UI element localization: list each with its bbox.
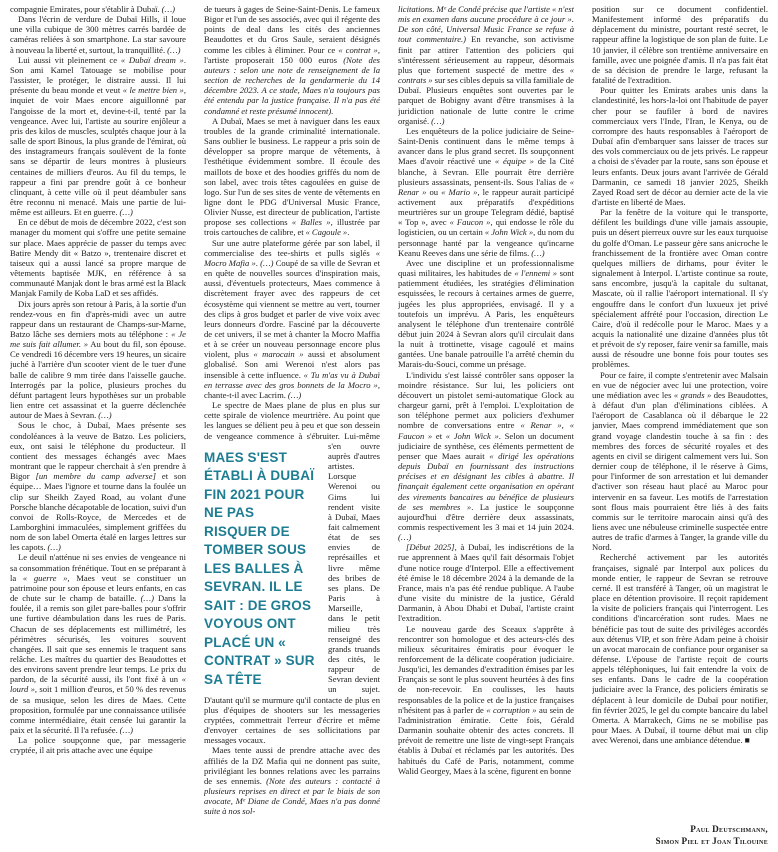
text-run: Dans la foulée, il a remis son gilet pare-balles pour s'offrir une furtive déambulation dans les rues de Paris. Chacun de ses déplacements est millimétré, les périmètres sécurisés, les voitures souvent changées. Il sait que ses ennemis le traquent sans relâche. Les maîtres du quartier des Beaudottes et des environs savent prendre leur temps. Le prix du pardon, de la sécurité aussi, ils l'ont fixé à un — [10, 593, 186, 685]
text-run: , à Dubaï, les indiscrétions de la rue apprennent à Maes qu'il fait désormais l'objet d'une notice rouge d'Interpol. Elle a effectivement été émise le 18 décembre 2024 à la demande de la France, mais n'a pas été rendue publique. A l'aube d'une visite du ministre de la justice, Gérald Darmanin, à Abou Dhabi et Dubaï, l'artiste craint l'extradition. — [398, 542, 574, 624]
paragraph — [10, 55, 186, 218]
text-run: , l'artiste proposerait 150 000 euros — [204, 44, 380, 65]
paragraph — [204, 745, 380, 816]
paragraph — [204, 238, 380, 401]
paragraph — [592, 370, 768, 553]
text-run: Maes tente aussi de prendre attache avec des affiliés de la DZ Mafia qui ne donnent pas suite, privilégiant les bonnes relations avec les parrains de ses ennemis. — [204, 745, 380, 786]
text-run: « Mario » — [441, 186, 478, 197]
text-run: . La justice le soupçonne aujourd'hui d'être derrière deux assassinats, commis respectivement les 3 mai et 14 juin 2024. — [398, 501, 574, 532]
text-run: Les enquêteurs de la police judiciaire de Seine-Saint-Denis continuent dans le même temps à avancer dans le plus grand secret. Ils soupçonnent Maes d'avoir réactivé une — [398, 125, 574, 167]
pull-quote: MAES S'EST ÉTABLI À DUBAÏ FIN 2021 POUR NE PAS RISQUER DE TOMBER SOUS LES BALLES À SEVRAN. IL LE SAIT : DE GROS VOYOUS ONT PLACÉ UN « CONTRAT » SUR SA TÊTE — [204, 449, 315, 687]
text-run: Le deuil n'atténue ni ses envies de vengeance ni sa consommation frénétique. Tout en se préparant à la — [10, 552, 186, 583]
text-run: L'individu s'est laissé contrôler sans opposer la moindre résistance. Sur lui, les policiers ont découvert un pistolet semi-automatique Glock au chargeur garni, prêt à l'emploi. L'exploitation de son téléphone permet aux policiers d'exhumer nombre de conversations entre — [398, 369, 574, 431]
article-column-3 — [398, 4, 574, 850]
paragraph — [204, 400, 380, 745]
text-run: , qui endosse le rôle du logisticien, ou un certain — [398, 217, 574, 238]
paragraph — [204, 4, 380, 116]
paragraph — [10, 420, 186, 552]
article-column-2 — [204, 4, 380, 850]
text-run: auprès d'autres artistes. Lorsque Werenoi ou Gims lui rendent visite à Dubaï, Maes fait calmement état de ses envies de représailles et livre même des bribes de ses plans. De Paris à Marseille, dans le petit milieu très renseigné des grands truands des cités, le rappeur de Sevran devient un sujet. D'autant qu'il se murmure qu'il contacte de plus en plus d'équipes de shooters sur les messageries cryptées, commettrait l'erreur d'écrire et même d'envoyer certaines de ses sollicitations par messages vocaux. — [204, 450, 380, 746]
paragraph — [10, 14, 186, 55]
text-run: , Maes veut se constituer un patrimoine pour son épouse et leurs enfants, en cas de chute sur le champ de bataille. — [10, 572, 186, 604]
paragraph — [398, 258, 574, 370]
text-run: Coupé de sa ville de Sevran et en quête de nouvelles sources d'inspiration mais, aussi, d'éventuels protecteurs, Maes commence à discrètement frayer avec des rappeurs de cet écosystème qui viennent se mettre au vert, tourner des clips à gros budget et parler de vive voix avec leurs donneurs d'ordre. Fasciné par la découverte de cet univers, il se met à chanter la Mocro Maffia et à se créer un nouveau personnage encore plus violent, plus — [204, 257, 380, 360]
text-run: « marocain » — [253, 349, 304, 360]
text-run: , du nom du personnage hanté par la vengeance qu'incarne Keanu Reeves dans une série de films. — [398, 227, 574, 258]
text-run: Le nouveau garde des Sceaux s'apprête à rencontrer son homologue et des acteurs-clés des milieux sécuritaires émiratis pour évoquer le renforcement de la délicate coopération judiciaire. Jusqu'ici, les demandes d'extradition émises par les Français se sont le plus souvent heurtées à des fins de non-recevoir. En coulisses, les hauts responsables de la police et de la justice françaises n'hésitent pas à parler de — [398, 623, 574, 715]
text-run: aussi et absolument globalisé. Son ami Werenoi n'est alors pas insensible à cette influence. — [204, 349, 380, 380]
text-run: de la Cité blanche, à Sevran. Elle pourrait être derrière plusieurs assassinats, pensent-ils. Sous l'alias de — [398, 156, 574, 187]
text-run: sur ses cibles depuis sa villa familiale de Dubaï. Plusieurs enquêtes sont ouvertes par le parquet de Bobigny avant d'être transmises à la juridiction nationale de lutte contre le crime organisé. — [398, 75, 574, 126]
text-run: (…) — [431, 115, 445, 126]
text-run: au sein de l'administration émiratie. Cette fois, Gérald Darmanin souhaite obtenir des actes concrets. Il prévoit de remettre une liste de vingt-sept Français établis à Dubaï et réclamés par les autorités. Des habitués du Café de Paris, notamment, comme Walid Georgey, Maes à la scène, figurent en bonne — [398, 704, 574, 776]
paragraph — [398, 542, 574, 623]
text-run: Sous le choc, à Dubaï, Maes présente ses condoléances à la veuve de Batzo. Les policiers, eux, ont saisi le téléphone du producteur. Il contient des messages échangés avec Maes montrant que le rappeur cherchait à s'en prendre à Bigor — [10, 420, 186, 482]
paragraph — [10, 552, 186, 735]
text-run: (Note des auteurs : contacté à plusieurs reprises en direct et par le biais de son avocate, Mᵉ Diane de Condé, Maes n'a pas donné suite à nos sol- — [204, 775, 380, 817]
paragraph — [398, 624, 574, 776]
text-run: Pour quitter les Emirats arabes unis dans la clandestinité, les hors-la-loi ont l'habitude de payer cher pour se faufiler à bord de navires commerciaux vers l'Inde, l'Iran, le Kenya, ou de corrompre des hauts responsables à l'aéroport de Dubaï afin d'embarquer sans laisser de traces sur des vols commerciaux ou de jets privés. Le rappeur a choisi de s'évader par la route, sans son épouse et leurs enfants. Deux jours avant l'arrivée de Gérald Darmanin, ce samedi 18 janvier 2025, Sheikh Zayed Road sert de décor au dernier acte de la vie d'artiste en liberté de Maes. — [592, 85, 768, 207]
paragraph — [398, 370, 574, 543]
text-run: et son équipe… Maes l'ignore et tourne dans la foulée un clip sur Sheikh Zayed Road, au volant d'une Porsche blanche décapotable de location, suivi d'un convoi de Rolls-Royce, de Mercedes et de Lamborghini immaculées, simplement griffées du nom de son label Omerta étalé en larges lettres sur les capots. — [10, 471, 186, 553]
text-run: . Selon un document judiciaire de synthèse, ces éléments permettent de penser que Maes aurait — [398, 430, 574, 461]
text-run: sont patiemment étudiées, les stratégies d'élimination esquissées, le recours à certaines armes de guerre, jugées les plus appropriées, envisagé. Il y a toutefois un imprévu. A Paris, les enquêteurs analysent le téléphone d'un trentenaire contrôlé début juin 2024 à Sevran alors qu'il circulait dans la nuit à trottinette, visage cagoulé et mains gantées. Une banale patrouille l'a arrêté chemin du Marais-du-Souci, comme un présage. — [398, 268, 574, 370]
text-run: « lourd » — [10, 674, 186, 695]
text-run: , soit 1 million d'euros, et 50 % des revenus de sa musique, selon les dires de Maes. Cette proposition, formulée par une connaissance utilisée comme intermédiaire, était censée lui garantir la paix et la sécurité. Il l'a refusée. — [10, 684, 186, 736]
article-column-4 — [592, 4, 768, 850]
text-run: « Mocro Mafia » — [204, 247, 380, 268]
paragraph — [10, 217, 186, 298]
text-run: « Tu m'as vu à Dubaï en terrasse avec des gros bonnets de la Mocro » — [204, 369, 380, 390]
paragraph — [398, 4, 574, 126]
text-run: et — [432, 430, 446, 441]
text-run: de tueurs à gages de Seine-Saint-Denis. Le fameux Bigor et l'un de ses associés, avec qui il régente des points de deal dans les cités des anciennes Beaudottes et du Gros Saule, seraient désignés comme les cibles à éliminer. Pour ce — [204, 4, 380, 55]
text-run: (Note des auteurs : selon une note de renseignement de la section de recherches de la gendarmerie du 14 décembre 2023. A ce stade, Maes n'a toujours pas été entendu par la justice française. Il n'a pas été condamné et reste présumé innocent). — [204, 54, 380, 116]
text-run: (…) — [98, 410, 112, 421]
text-run: , chante-t-il avec Lacrim. — [204, 379, 380, 400]
text-run: Dans l'écrin de verdure de Dubaï Hills, il loue une villa cubique de 300 mètres carrés bardée de caméras reliées à son smartphone. La star savoure à nouveau la liberté et, surtout, la tranquillité. — [10, 14, 186, 55]
text-run: (…) — [119, 207, 133, 218]
text-run: « John Wick » — [484, 227, 534, 238]
text-run: « dirigé les opérations depuis Dubaï en fournissant des instructions précises et en désignant les cibles à abattre. Il finançait également cette organisation en opérant des virements bancaires au bénéfice de plusieurs de ses membres » — [398, 450, 574, 512]
article-column-1 — [10, 4, 186, 850]
text-run: des Beaudottes, à défaut d'un plan d'éliminations ciblées. A l'aéroport de Casablanca où il débarque le 22 janvier, Maes comprend immédiatement que son grand voyage clandestin touche à sa fin : des membres des forces de sécurité royales et des agents en civil se dirigent calmement vers lui. Son dernier coup de téléphone, il le réserve à Gims, pour l'informer de son arrestation et lui demander d'activer son réseau haut placé au Maroc pour intervenir en sa faveur. Les motifs de l'arrestation sont flous mais pourraient être liés à des faits commis sur le territoire marocain ainsi qu'à des liens avec une nébuleuse criminelle suspectée entre autres de trafic d'armes à Tanger, la grande ville du Nord. — [592, 389, 768, 553]
text-run: Au bout du fil, son épouse. Ce vendredi 16 décembre vers 19 heures, un sicaire juché à l'arrière d'un scooter vient de le tuer d'une balle de calibre 9 mm tirée dans l'aisselle gauche. Interrogés par la police, plusieurs proches du défunt partagent leurs hypothèses sur un probable lien entre cet assassinat et la guerre déclenchée autour de Maes à Sevran. — [10, 339, 186, 421]
text-run: « contrats » — [398, 64, 574, 86]
text-run: « grands » — [673, 389, 712, 400]
text-run: Lui aussi vit pleinement ce — [18, 54, 121, 65]
text-run: (…) — [161, 4, 176, 14]
text-run: « Renar », « Faucon » — [398, 420, 574, 441]
text-run: La police soupçonne que, par messagerie cryptée, il ait pris attache avec une équipe — [10, 735, 186, 756]
text-run: « le mettre bien » — [122, 85, 184, 96]
paragraph — [592, 85, 768, 207]
text-run: . — [347, 227, 350, 238]
paragraph — [10, 299, 186, 421]
text-run: Pour ce faire, il compte s'entretenir avec Malsain en vue de négocier avec lui une protection, voire une médiation avec les — [592, 369, 768, 400]
text-run: ou — [426, 186, 442, 197]
text-run: . — [255, 257, 261, 268]
text-run: compagnie Emirates, pour s'établir à Dubaï. — [10, 4, 162, 14]
text-run: Recherché activement par les autorités françaises, signalé par Interpol aux polices du monde entier, le rappeur de Sevran se retrouve cerné. Il est transféré à Tanger, où un magistrat le place en détention provisoire. Il reçoit rapidement la visite de policiers français qui l'interrogent. Les conditions d'incarcération sont rudes. Maes ne bénéficie pas tout de suite des privilèges accordés aux détenus VIP, et son frère Adam peine à choisir un avocat marocain de confiance pour organiser sa défense. L'épouse de l'artiste reçoit de courts appels téléphoniques, lui fait entendre la voix de ses enfants. Dans le cadre de la coopération judiciaire avec la France, des policiers émiratis se déplacent à leur domicile de Dubaï pour notifier, fin février 2025, le gel du compte bancaire du label Omerta. A Marrakech, Gims ne se mobilise pas pour Maes. A Dubaï, il tourne début mai un clip avec Werenoi, dans une ambiance détendue. — [592, 552, 768, 746]
text-run: « équipe » — [494, 156, 534, 167]
text-run: « Balles » — [291, 217, 331, 228]
text-run: En revanche, son activisme finit par attirer l'attention des policiers qui s'intéressent sérieusement au rappeur, désormais plus que fortement suspecté de mettre des — [398, 34, 574, 75]
byline-line-2: Simon Piel et Joan Tilouine — [655, 835, 768, 846]
text-run: (…) — [140, 593, 154, 604]
text-run: (…) — [531, 247, 545, 258]
text-run: Dix jours après son retour à Paris, à la sortie d'un rendez-vous en fin d'après-midi avec un autre rappeur dans un restaurant de Champs-sur-Marne, Batzo lâche ses derniers mots au téléphone : — [10, 298, 186, 339]
text-run: ■ — [744, 735, 750, 746]
text-run: « John Wick » — [445, 430, 499, 441]
text-run: , inquiet de voir Maes encore aiguillonné par l'angoisse de la mort et, devine-t-il, tenté par la vengeance. Avec lui, l'artiste au sourire enjôleur a pris des kilos de muscles, sculptés chaque jour à la salle de sport Binous, la plus grande de l'émirat, où des instagrameurs français soulèvent de la fonte sans se départir de leurs montres à plusieurs centaines de milliers d'euros. Au fil du temps, le rappeur a fini par prendre goût à ce bonheur clinquant, à cette ville où il peut déambuler sans être reconnu ni menacé. Mais une partie de lui-même est ailleurs. Et en guerre. — [10, 85, 186, 218]
paragraph — [592, 4, 768, 85]
text-run: « corruption » — [486, 704, 537, 715]
paragraph — [10, 735, 186, 755]
text-run: « Renar » — [398, 176, 574, 197]
text-run: [Début 2025] — [406, 542, 455, 553]
text-run: Par la fenêtre de la voiture qui le transporte, défilent les buildings d'une ville jamais assoupie, puis un désert pierreux ouvre sur les eaux turquoise du golfe d'Oman. Le passeur gère sans anicroche le franchissement de la frontière avec Oman contre quelques milliers de dirhams, pour éviter le signalement à Interpol. L'artiste continue sa route, sans encombre, jusqu'à la capitale du sultanat, Mascate, où il rallie l'aéroport international. Il s'y engouffre dans le confort d'un luxueux jet privé spécialement affrété pour l'occasion, direction Le Caire, d'où il redécolle pour le Maroc. Maes y a acquis la nationalité une dizaine d'années plus tôt et prévoit de s'y reposer, faire venir sa famille, mais aussi de résoudre une bonne fois pour toutes ses problèmes. — [592, 207, 768, 370]
text-run: (…) — [47, 542, 61, 553]
paragraph — [592, 207, 768, 370]
text-run: , le rappeur aurait participé activement aux préparatifs d'expéditions meurtrières sur un groupe Telegram dédié, baptisé « Top », avec — [398, 186, 574, 228]
text-run: « Je me suis fait allumer. » — [10, 329, 186, 350]
text-run: (…) — [119, 725, 134, 736]
text-run: . Son ami Kamel Tatouage se mobilise pour l'assister, le protéger, le distraire aussi. Il lui présente du beau monde et veut — [10, 54, 186, 96]
text-run: A Dubaï, Maes se met à naviguer dans les eaux troubles de la grande criminalité internationale. Sans oublier le business. Le rappeur a pris soin de développer sa propre marque de vêtements, à l'esthétique évidemment sombre. Il écoule des maillots de boxe et des hoodies griffés du nom de son label, avec trois têtes cagoulées en guise de logo. Sur l'un de ses sites de vente de vêtements en ligne dont le PDG d'Universal Music France, Olivier Nusse, est directeur de publication, l'artiste propose ses collections — [204, 115, 380, 228]
text-run: Avec une discipline et un professionnalisme quasi militaires, les habitudes de — [398, 257, 574, 279]
paragraph — [592, 552, 768, 745]
text-run: , illustrée par trois cartouches de calibre, et — [204, 217, 380, 238]
byline-line-1: Paul Deutschmann, — [690, 824, 768, 834]
text-run: « Cagoule » — [305, 227, 348, 238]
paragraph — [398, 126, 574, 258]
text-run: « Faucon » — [449, 217, 491, 228]
text-run: licitations. Mᵉ de Condé précise que l'artiste « n'est mis en examen dans aucune procédure à ce jour ». De son côté, Universal Music France se refuse à tout commentaire.) — [398, 4, 574, 45]
text-run: (…) — [398, 532, 412, 543]
text-run: (…) — [287, 389, 302, 400]
paragraph — [204, 116, 380, 238]
text-run: (…) — [167, 44, 181, 55]
text-run: Sur une autre plateforme gérée par son label, il commercialise des tee-shirts et pulls siglés — [204, 237, 380, 258]
text-run: « Dubaï dream » — [120, 54, 184, 65]
paragraph — [10, 4, 186, 14]
text-run: position sur ce document confidentiel. Manifestement informé des préparatifs du déplacement du ministre, pourtant resté secret, le rappeur affine la logistique de son plan de fuite. Le 10 janvier, il célèbre son trentième anniversaire en famille, avec une poignée d'amis. Il n'a pas fait état de sa décision de prendre le large, refusant la fatalité de l'extradition. — [592, 4, 768, 86]
text-run: (…) — [260, 257, 274, 268]
text-run: « contrat » — [338, 44, 378, 55]
text-run: « l'ennemi » — [514, 268, 558, 279]
text-run: En ce début de mois de décembre 2022, c'est son manager du moment qui s'offre une petite semaine sur place. Maes apprécie de passer du temps avec Batire Mendy dit « Batzo », trentenaire discret et taiseux qui a aussi lancé sa propre marque de vêtements baptisée MJK, en référence à sa communauté Manjak dont le bras armé est la Black Manjak Family de Koba LaD et ses affidés. — [10, 217, 186, 299]
text-run: Le spectre de Maes plane de plus en plus sur cette spirale de violence meurtrière. Au point que les langues se délient peu à peu et que son dessein de vengeance commence à s'ébruiter. Lui-même s'en ouvre — [204, 400, 380, 451]
byline — [592, 822, 768, 847]
text-run: [un membre du camp adverse] — [35, 471, 156, 482]
text-run: « guerre » — [22, 572, 68, 583]
